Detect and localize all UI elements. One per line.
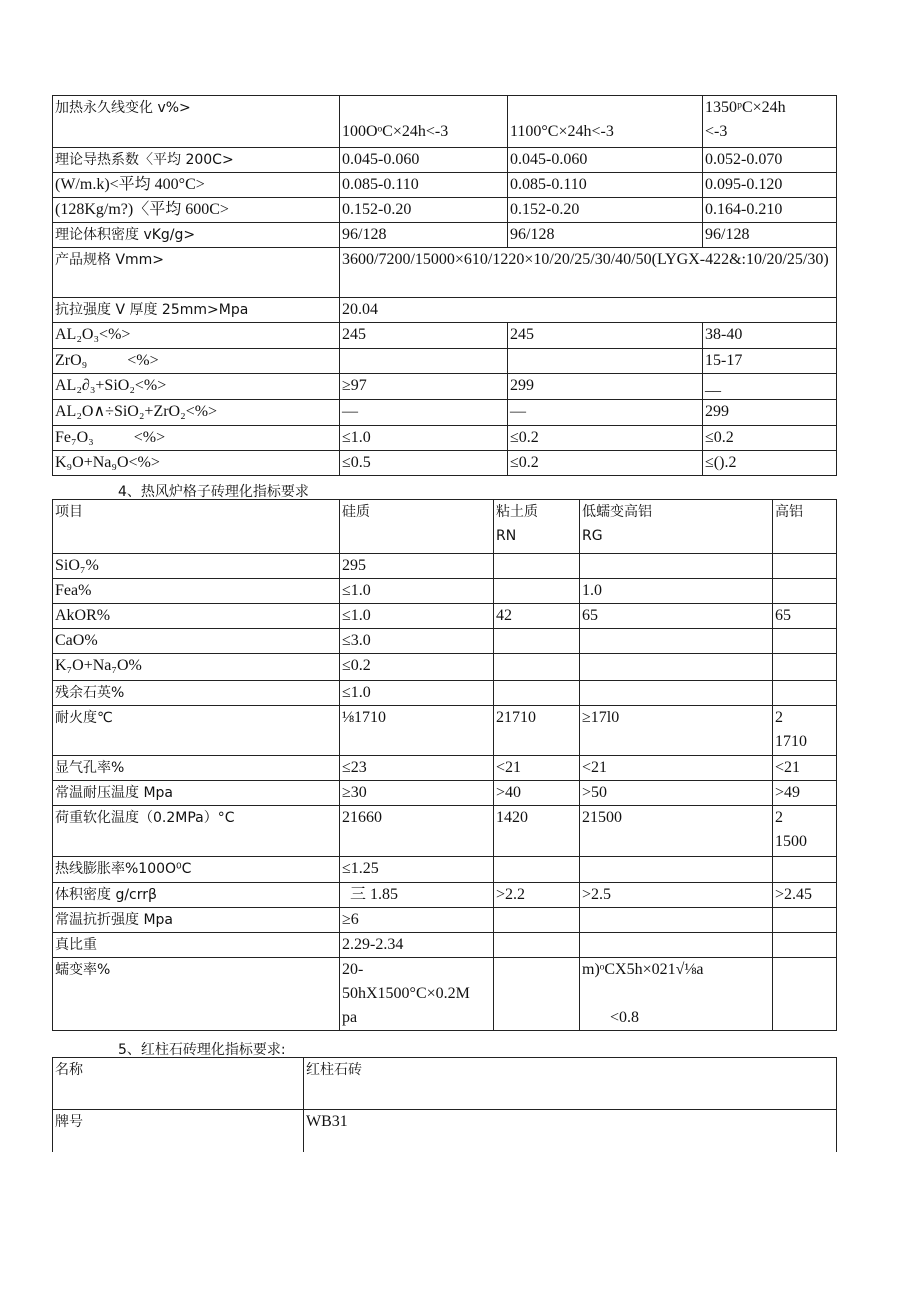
table-row <box>53 629 837 654</box>
table-cell <box>494 554 580 579</box>
table-cell: 耐火度℃ <box>53 706 340 756</box>
table-cell <box>494 681 580 706</box>
table-cell: 0.164-0.210 <box>703 198 837 223</box>
table-row <box>53 323 837 349</box>
table-cell: <21 <box>773 756 837 781</box>
table-cell: 2 1500 <box>773 806 837 857</box>
table-row <box>53 781 837 806</box>
table-cell: ZrO₉ <%> <box>53 349 340 374</box>
table-cell: __ <box>703 374 837 400</box>
table-cell <box>494 579 580 604</box>
table-cell <box>773 857 837 883</box>
section-caption-5: 5、红柱石砖理化指标要求: <box>118 1042 286 1058</box>
table-cell: >40 <box>494 781 580 806</box>
table-cell: 0.045-0.060 <box>508 148 703 173</box>
table-cell: ≥6 <box>340 908 494 933</box>
table-cell: >2.2 <box>494 883 580 908</box>
table-row <box>53 451 837 476</box>
table-cell: ≤1.0 <box>340 579 494 604</box>
table-cell: Fe₇O₃ <%> <box>53 426 340 451</box>
table-cell: ≤3.0 <box>340 629 494 654</box>
table-cell: >2.5 <box>580 883 773 908</box>
table-cell <box>494 908 580 933</box>
table-cell: 21710 <box>494 706 580 756</box>
table-cell <box>494 629 580 654</box>
table-cell <box>773 629 837 654</box>
table-cell: 热线膨胀率%100O⁰C <box>53 857 340 883</box>
table-cell: ⅛1710 <box>340 706 494 756</box>
table-cell <box>580 908 773 933</box>
table-cell: 牌号 <box>53 1110 304 1152</box>
table-cell: 245 <box>340 323 508 349</box>
table-cell: 理论导热系数〈平均 200C> <box>53 148 340 173</box>
table-cell: 15-17 <box>703 349 837 374</box>
checker-brick-table <box>52 499 837 1031</box>
table-cell: 21660 <box>340 806 494 857</box>
table-cell: 荷重软化温度（0.2MPa）°C <box>53 806 340 857</box>
table-cell: 常温耐压温度 Mpa <box>53 781 340 806</box>
table-cell: >50 <box>580 781 773 806</box>
table-cell: (128Kg/m?)〈平均 600C> <box>53 198 340 223</box>
table-cell: ≤1.25 <box>340 857 494 883</box>
table-cell: ≤0.2 <box>508 426 703 451</box>
table-row <box>53 500 837 554</box>
table-row <box>53 908 837 933</box>
table-cell: K₇O+Na₇O% <box>53 654 340 681</box>
table-cell: 65 <box>580 604 773 629</box>
section-caption-4: 4、热风炉格子砖理化指标要求 <box>118 484 309 500</box>
table-cell <box>580 681 773 706</box>
table-cell: 295 <box>340 554 494 579</box>
table-row <box>53 173 837 198</box>
table-row <box>53 654 837 681</box>
table-cell: 65 <box>773 604 837 629</box>
table-cell: 96/128 <box>340 223 508 248</box>
table-cell: 1100°C×24h<-3 <box>508 96 703 148</box>
table-cell: 0.152-0.20 <box>340 198 508 223</box>
table-cell: 0.052-0.070 <box>703 148 837 173</box>
table-row <box>53 933 837 958</box>
table-cell <box>494 654 580 681</box>
table-row <box>53 248 837 298</box>
table-cell: 21500 <box>580 806 773 857</box>
table-cell: 残余石英% <box>53 681 340 706</box>
table-cell: <21 <box>580 756 773 781</box>
table-cell: 0.095-0.120 <box>703 173 837 198</box>
andalusite-brick-table <box>52 1057 837 1152</box>
table-cell <box>494 958 580 1031</box>
table-cell: 96/128 <box>703 223 837 248</box>
table-cell: >2.45 <box>773 883 837 908</box>
table-cell: 299 <box>508 374 703 400</box>
table-cell <box>773 554 837 579</box>
table-cell: 三 1.85 <box>340 883 494 908</box>
table-cell <box>580 857 773 883</box>
table-cell: 显气孔率% <box>53 756 340 781</box>
table-row <box>53 958 837 1031</box>
table-cell: 1350ᵖC×24h <-3 <box>703 96 837 148</box>
table-cell: ≤().2 <box>703 451 837 476</box>
table-cell: AL₂O∧÷SiO₂+ZrO₂<%> <box>53 400 340 426</box>
table-cell: CaO% <box>53 629 340 654</box>
table-cell: ≤1.0 <box>340 604 494 629</box>
table-cell: ≤0.2 <box>340 654 494 681</box>
table-cell <box>494 933 580 958</box>
table-cell: ≤23 <box>340 756 494 781</box>
table-cell: ≤0.5 <box>340 451 508 476</box>
table-cell: 100OᵒC×24h<-3 <box>340 96 508 148</box>
table-row <box>53 223 837 248</box>
table-row <box>53 1110 837 1152</box>
table-row <box>53 148 837 173</box>
table-cell: ≥30 <box>340 781 494 806</box>
table-cell: ≤1.0 <box>340 426 508 451</box>
table-cell: 产品规格 Vmm> <box>53 248 340 298</box>
table-cell: ≥97 <box>340 374 508 400</box>
table-cell: 20.04 <box>340 298 837 323</box>
table-cell: 加热永久线变化 v%> <box>53 96 340 148</box>
table-cell: 96/128 <box>508 223 703 248</box>
table-cell: 真比重 <box>53 933 340 958</box>
table-cell <box>773 958 837 1031</box>
table-header-cell: 粘土质 RN <box>494 500 580 554</box>
table-row <box>53 554 837 579</box>
table-cell: 红柱石砖 <box>304 1058 837 1110</box>
table-cell: 抗拉强度 V 厚度 25mm>Mpa <box>53 298 340 323</box>
table-cell: 42 <box>494 604 580 629</box>
table-cell <box>773 908 837 933</box>
table-cell: 1420 <box>494 806 580 857</box>
table-row <box>53 400 837 426</box>
table-cell: AkOR% <box>53 604 340 629</box>
table-cell: 299 <box>703 400 837 426</box>
table-row <box>53 426 837 451</box>
table-cell: — <box>508 400 703 426</box>
table-row <box>53 198 837 223</box>
table-cell: (W/m.k)<平均 400°C> <box>53 173 340 198</box>
table-cell: m)ᵒCX5h×021√⅛a <0.8 <box>580 958 773 1031</box>
table-cell: AL₂∂₃+SiO₂<%> <box>53 374 340 400</box>
table-cell <box>580 554 773 579</box>
table-cell <box>580 654 773 681</box>
table-row <box>53 96 837 148</box>
table-cell: AL₂O₃<%> <box>53 323 340 349</box>
table-cell <box>494 857 580 883</box>
table-cell: 0.152-0.20 <box>508 198 703 223</box>
table-cell: 245 <box>508 323 703 349</box>
table-cell: 1.0 <box>580 579 773 604</box>
table-cell: 2.29-2.34 <box>340 933 494 958</box>
table-cell: 38-40 <box>703 323 837 349</box>
table-header-cell: 硅质 <box>340 500 494 554</box>
table-row <box>53 681 837 706</box>
table-row <box>53 706 837 756</box>
table-cell: 理论体积密度 vKg/g> <box>53 223 340 248</box>
table-header-cell: 低蠕变高铝 RG <box>580 500 773 554</box>
table-cell: — <box>340 400 508 426</box>
table-cell <box>773 681 837 706</box>
table-row <box>53 857 837 883</box>
table-cell: 蠕变率% <box>53 958 340 1031</box>
table-cell <box>508 349 703 374</box>
table-cell <box>773 654 837 681</box>
table-row <box>53 349 837 374</box>
table-row <box>53 883 837 908</box>
table-cell: 0.045-0.060 <box>340 148 508 173</box>
table-cell: 20- 50hX1500°C×0.2M pa <box>340 958 494 1031</box>
thermal-properties-table <box>52 95 837 476</box>
table-cell: >49 <box>773 781 837 806</box>
table-cell: Fea% <box>53 579 340 604</box>
table-row <box>53 579 837 604</box>
table-cell: <21 <box>494 756 580 781</box>
table-row <box>53 1058 837 1110</box>
table-cell: 体积密度 g/crrβ <box>53 883 340 908</box>
table-row <box>53 806 837 857</box>
table-cell: 2 1710 <box>773 706 837 756</box>
table-cell: ≤0.2 <box>508 451 703 476</box>
table-cell: 0.085-0.110 <box>340 173 508 198</box>
table-cell <box>340 349 508 374</box>
table-cell: K₉O+Na₉O<%> <box>53 451 340 476</box>
table-row <box>53 756 837 781</box>
table-cell <box>773 579 837 604</box>
table-row <box>53 374 837 400</box>
table-cell: WB31 <box>304 1110 837 1152</box>
table-cell <box>773 933 837 958</box>
table-cell <box>580 629 773 654</box>
table-header-cell: 高铝 <box>773 500 837 554</box>
table-cell: ≥17l0 <box>580 706 773 756</box>
table-cell: 名称 <box>53 1058 304 1110</box>
table-row <box>53 298 837 323</box>
table-cell: 常温抗折强度 Mpa <box>53 908 340 933</box>
table-cell: ≤1.0 <box>340 681 494 706</box>
table-cell: ≤0.2 <box>703 426 837 451</box>
table-header-cell: 项目 <box>53 500 340 554</box>
table-cell: 0.085-0.110 <box>508 173 703 198</box>
table-cell: SiO₇% <box>53 554 340 579</box>
table-cell <box>580 933 773 958</box>
table-row <box>53 604 837 629</box>
table-cell: 3600/7200/15000×610/1220×10/20/25/30/40/50(LYGX-422&:10/20/25/30) <box>340 248 837 298</box>
